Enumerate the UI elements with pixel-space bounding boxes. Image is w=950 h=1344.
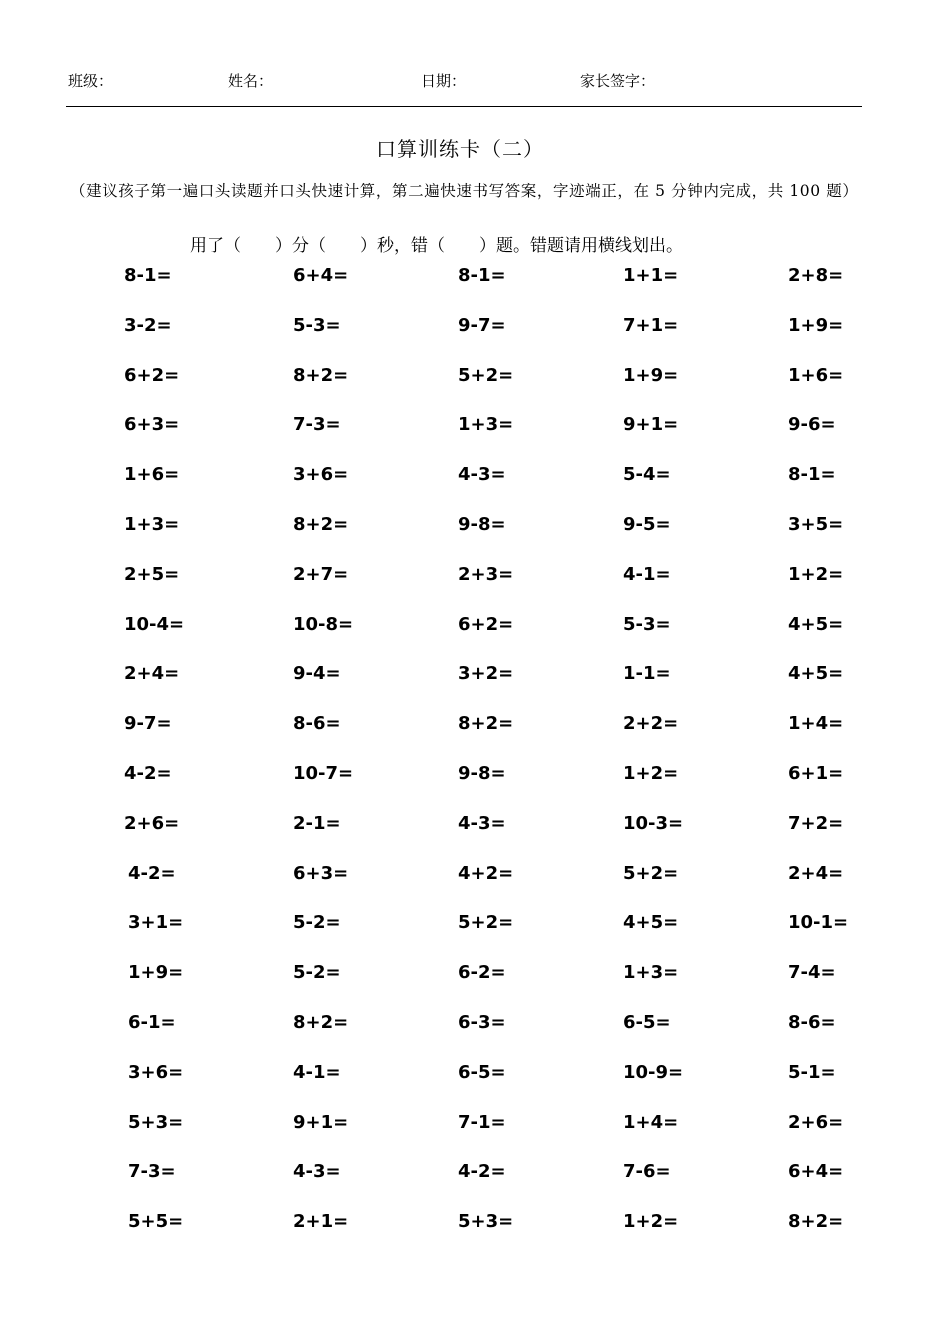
math-problem: 2+4= [124,663,180,685]
math-problem: 5+2= [623,862,679,884]
math-problem: 5+2= [458,912,514,934]
math-problem: 5-2= [293,962,341,984]
problem-row [0,265,950,315]
math-problem: 8+2= [788,1211,844,1233]
math-problem: 1+9= [788,314,844,336]
math-problem: 10-8= [293,613,354,635]
math-problem: 6+2= [458,613,514,635]
math-problem: 7-6= [623,1161,671,1183]
math-problem: 3+6= [128,1061,184,1083]
date-label: 日期： [421,72,467,90]
math-problem: 1+2= [788,563,844,585]
math-problem: 9+1= [623,414,679,436]
math-problem: 6-1= [128,1011,176,1033]
math-problem: 8-1= [788,464,836,486]
math-problem: 6+2= [124,364,180,386]
math-problem: 1+9= [128,962,184,984]
math-problem: 3+6= [293,464,349,486]
math-problem: 10-7= [293,762,354,784]
parent-sign-label: 家长签字： [580,72,656,90]
problem-row [0,962,950,1012]
math-problem: 8-1= [458,265,506,286]
math-problem: 5+2= [458,364,514,386]
math-problem: 2+7= [293,563,349,585]
problem-row [0,813,950,863]
page-title: 口算训练卡（二） [376,137,544,161]
math-problem: 5-3= [623,613,671,635]
math-problem: 1+6= [788,364,844,386]
problem-row [0,763,950,813]
math-problem: 4-2= [458,1161,506,1183]
problem-row [0,315,950,365]
math-problem: 5-4= [623,464,671,486]
instructions: （建议孩子第一遍口头读题并口头快速计算，第二遍快速书写答案，字迹端正，在 5 分钟内完成，共 100 题） [70,182,859,200]
math-problem: 9-6= [788,414,836,436]
math-problem: 9+1= [293,1111,349,1133]
math-problem: 10-9= [623,1061,684,1083]
problem-row [0,1012,950,1062]
math-problem: 8-6= [788,1011,836,1033]
math-problem: 1+3= [458,414,514,436]
math-problem: 5-1= [788,1061,836,1083]
math-problem: 6-5= [623,1011,671,1033]
math-problem: 7+2= [788,812,844,834]
problem-row [0,863,950,913]
math-problem: 1+2= [623,1211,679,1233]
math-problem: 10-1= [788,912,849,934]
math-problem: 3+5= [788,513,844,535]
math-problem: 7-3= [293,414,341,436]
math-problem: 1+2= [623,762,679,784]
math-problem: 5+3= [458,1211,514,1233]
problem-row [0,1062,950,1112]
math-problem: 3-2= [124,314,172,336]
math-problem: 4-2= [128,862,176,884]
problem-row [0,564,950,614]
math-problem: 2+3= [458,563,514,585]
math-problem: 9-5= [623,513,671,535]
math-problem: 1+9= [623,364,679,386]
problem-row [0,663,950,713]
problem-row [0,464,950,514]
problem-row [0,365,950,415]
math-problem: 4+5= [788,613,844,635]
math-problem: 1+4= [623,1111,679,1133]
math-problem: 5+5= [128,1211,184,1233]
math-problem: 2-1= [293,812,341,834]
math-problem: 6+1= [788,762,844,784]
math-problem: 6+3= [293,862,349,884]
math-problem: 3+2= [458,663,514,685]
math-problem: 7-4= [788,962,836,984]
math-problem: 2+4= [788,862,844,884]
math-problem: 4-3= [293,1161,341,1183]
math-problem: 6+3= [124,414,180,436]
problem-grid [0,265,950,1261]
problem-row [0,1211,950,1261]
math-problem: 8-6= [293,713,341,735]
math-problem: 7+1= [623,314,679,336]
math-problem: 1+4= [788,713,844,735]
math-problem: 7-1= [458,1111,506,1133]
math-problem: 4+2= [458,862,514,884]
header-fields [0,70,950,92]
name-label: 姓名： [228,72,274,90]
math-problem: 6-5= [458,1061,506,1083]
math-problem: 10-4= [124,613,185,635]
math-problem: 1+6= [124,464,180,486]
time-record-line: 用了（ ）分（ ）秒，错（ ）题。错题请用横线划出。 [190,236,683,256]
math-problem: 2+1= [293,1211,349,1233]
math-problem: 8+2= [293,364,349,386]
math-problem: 8+2= [293,513,349,535]
problem-row [0,713,950,763]
class-label: 班级： [68,72,114,90]
math-problem: 2+2= [623,713,679,735]
math-problem: 2+6= [124,812,180,834]
math-problem: 5+3= [128,1111,184,1133]
math-problem: 9-8= [458,762,506,784]
math-problem: 1+1= [623,265,679,286]
math-problem: 8+2= [293,1011,349,1033]
problem-row [0,912,950,962]
math-problem: 2+6= [788,1111,844,1133]
math-problem: 9-8= [458,513,506,535]
math-problem: 4-2= [124,762,172,784]
math-problem: 8-1= [124,265,172,286]
problem-row [0,1112,950,1162]
math-problem: 5-2= [293,912,341,934]
math-problem: 4+5= [623,912,679,934]
math-problem: 1+3= [124,513,180,535]
problem-row [0,414,950,464]
math-problem: 2+8= [788,265,844,286]
header-divider [66,106,862,107]
math-problem: 10-3= [623,812,684,834]
math-problem: 7-3= [128,1161,176,1183]
problem-row [0,614,950,664]
math-problem: 8+2= [458,713,514,735]
math-problem: 2+5= [124,563,180,585]
math-problem: 4+5= [788,663,844,685]
math-problem: 4-3= [458,464,506,486]
math-problem: 5-3= [293,314,341,336]
math-problem: 6+4= [788,1161,844,1183]
math-problem: 1+3= [623,962,679,984]
math-problem: 9-7= [458,314,506,336]
math-problem: 6+4= [293,265,349,286]
math-problem: 1-1= [623,663,671,685]
math-problem: 3+1= [128,912,184,934]
math-problem: 9-4= [293,663,341,685]
math-problem: 4-3= [458,812,506,834]
math-problem: 6-2= [458,962,506,984]
math-problem: 4-1= [293,1061,341,1083]
math-problem: 4-1= [623,563,671,585]
math-problem: 9-7= [124,713,172,735]
math-problem: 6-3= [458,1011,506,1033]
problem-row [0,1161,950,1211]
problem-row [0,514,950,564]
